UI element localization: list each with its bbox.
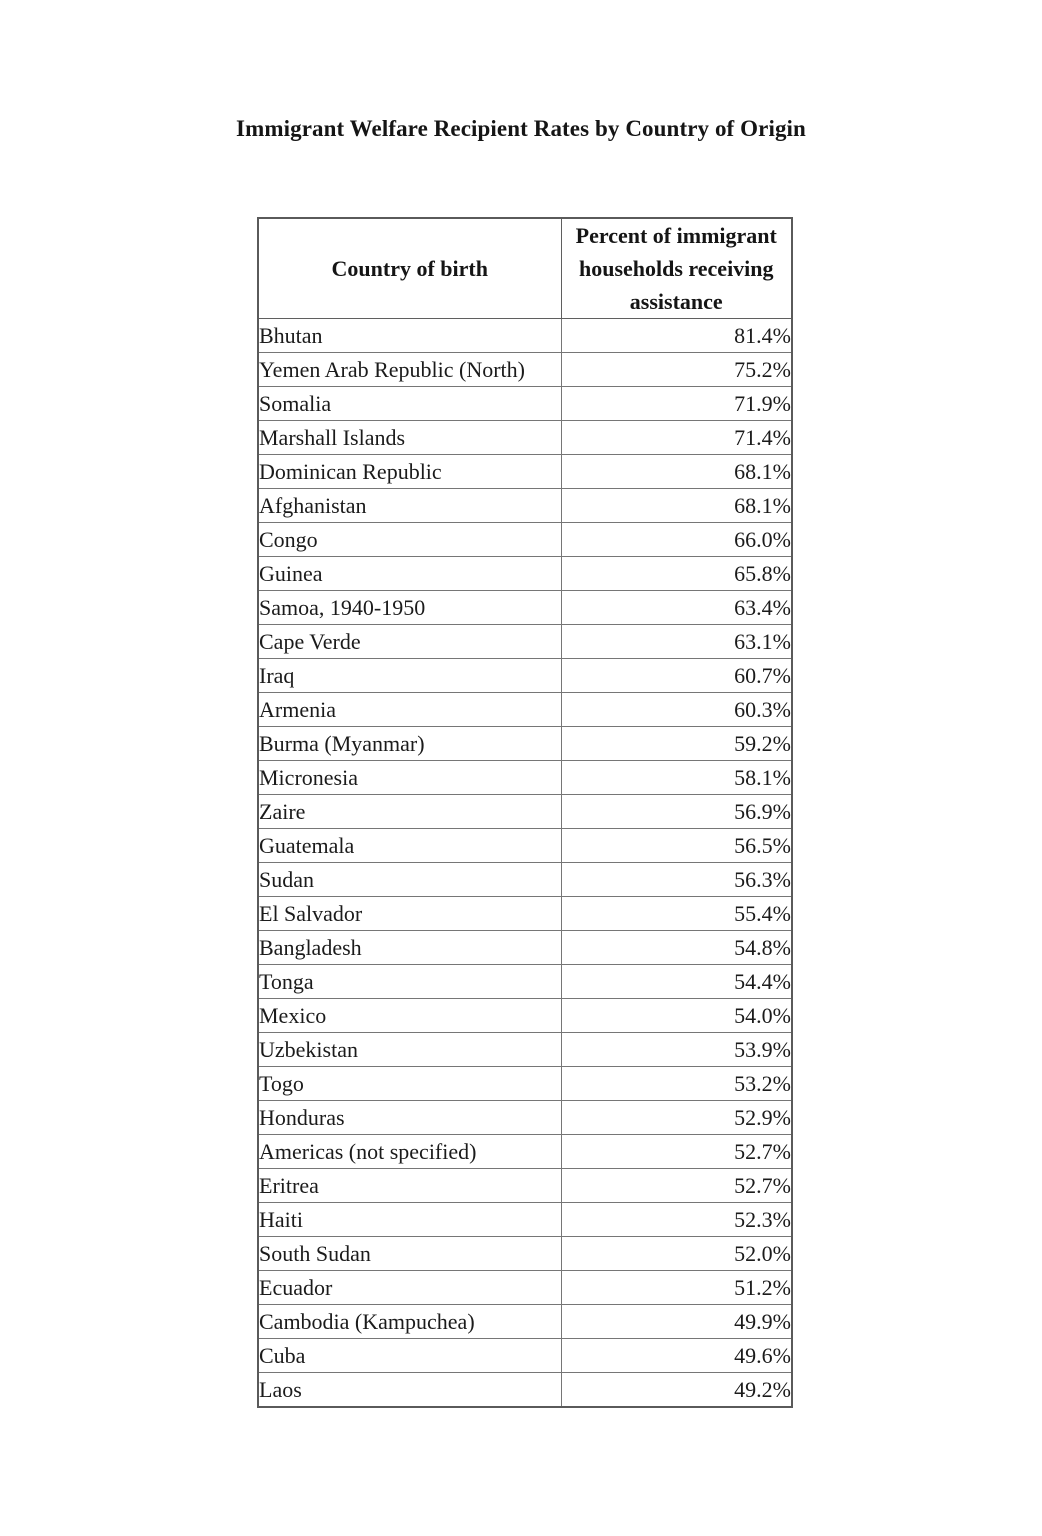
percent-cell: 71.9% bbox=[561, 387, 792, 421]
table-row bbox=[258, 353, 792, 387]
table-header-row bbox=[258, 218, 792, 319]
column-header-percent: Percent of immigrant households receiving assistance bbox=[561, 218, 792, 319]
table-row bbox=[258, 1271, 792, 1305]
table-row bbox=[258, 319, 792, 353]
table-row bbox=[258, 421, 792, 455]
table-row bbox=[258, 761, 792, 795]
table-row bbox=[258, 1169, 792, 1203]
country-cell: Iraq bbox=[258, 659, 561, 693]
table-row bbox=[258, 1305, 792, 1339]
table-row bbox=[258, 1067, 792, 1101]
percent-cell: 58.1% bbox=[561, 761, 792, 795]
table-row bbox=[258, 1373, 792, 1408]
country-cell: Zaire bbox=[258, 795, 561, 829]
country-cell: Cape Verde bbox=[258, 625, 561, 659]
percent-cell: 49.9% bbox=[561, 1305, 792, 1339]
country-cell: Americas (not specified) bbox=[258, 1135, 561, 1169]
country-cell: Micronesia bbox=[258, 761, 561, 795]
country-cell: Cambodia (Kampuchea) bbox=[258, 1305, 561, 1339]
country-cell: Togo bbox=[258, 1067, 561, 1101]
table-row bbox=[258, 625, 792, 659]
percent-cell: 71.4% bbox=[561, 421, 792, 455]
percent-cell: 49.2% bbox=[561, 1373, 792, 1408]
percent-cell: 63.4% bbox=[561, 591, 792, 625]
percent-cell: 56.3% bbox=[561, 863, 792, 897]
country-cell: Haiti bbox=[258, 1203, 561, 1237]
percent-cell: 59.2% bbox=[561, 727, 792, 761]
percent-cell: 52.3% bbox=[561, 1203, 792, 1237]
country-cell: Sudan bbox=[258, 863, 561, 897]
table-row bbox=[258, 795, 792, 829]
country-cell: El Salvador bbox=[258, 897, 561, 931]
country-cell: Cuba bbox=[258, 1339, 561, 1373]
table-row bbox=[258, 931, 792, 965]
country-cell: Bangladesh bbox=[258, 931, 561, 965]
table-row bbox=[258, 557, 792, 591]
country-cell: Burma (Myanmar) bbox=[258, 727, 561, 761]
country-cell: Honduras bbox=[258, 1101, 561, 1135]
country-cell: Yemen Arab Republic (North) bbox=[258, 353, 561, 387]
country-cell: Marshall Islands bbox=[258, 421, 561, 455]
table-row bbox=[258, 1135, 792, 1169]
country-cell: Congo bbox=[258, 523, 561, 557]
country-cell: Dominican Republic bbox=[258, 455, 561, 489]
percent-cell: 52.7% bbox=[561, 1169, 792, 1203]
country-cell: Tonga bbox=[258, 965, 561, 999]
table-row bbox=[258, 387, 792, 421]
table-row bbox=[258, 489, 792, 523]
percent-cell: 65.8% bbox=[561, 557, 792, 591]
country-cell: Armenia bbox=[258, 693, 561, 727]
table-row bbox=[258, 829, 792, 863]
percent-cell: 75.2% bbox=[561, 353, 792, 387]
percent-cell: 63.1% bbox=[561, 625, 792, 659]
percent-cell: 60.3% bbox=[561, 693, 792, 727]
country-cell: Ecuador bbox=[258, 1271, 561, 1305]
country-cell: Afghanistan bbox=[258, 489, 561, 523]
percent-cell: 54.8% bbox=[561, 931, 792, 965]
country-cell: Laos bbox=[258, 1373, 561, 1408]
table-row bbox=[258, 863, 792, 897]
column-header-country: Country of birth bbox=[258, 218, 561, 319]
table-row bbox=[258, 1101, 792, 1135]
table-row bbox=[258, 727, 792, 761]
percent-cell: 52.7% bbox=[561, 1135, 792, 1169]
table-row bbox=[258, 1339, 792, 1373]
table-row bbox=[258, 897, 792, 931]
table-row bbox=[258, 523, 792, 557]
welfare-rates-table bbox=[257, 217, 793, 1408]
table-row bbox=[258, 455, 792, 489]
percent-cell: 81.4% bbox=[561, 319, 792, 353]
percent-cell: 52.9% bbox=[561, 1101, 792, 1135]
table-row bbox=[258, 965, 792, 999]
percent-cell: 49.6% bbox=[561, 1339, 792, 1373]
country-cell: Guinea bbox=[258, 557, 561, 591]
table-row bbox=[258, 1033, 792, 1067]
percent-cell: 52.0% bbox=[561, 1237, 792, 1271]
percent-cell: 54.4% bbox=[561, 965, 792, 999]
table-row bbox=[258, 1237, 792, 1271]
percent-cell: 55.4% bbox=[561, 897, 792, 931]
country-cell: Somalia bbox=[258, 387, 561, 421]
page-title: Immigrant Welfare Recipient Rates by Country of Origin bbox=[236, 116, 806, 141]
country-cell: Eritrea bbox=[258, 1169, 561, 1203]
table-row bbox=[258, 591, 792, 625]
percent-cell: 60.7% bbox=[561, 659, 792, 693]
percent-cell: 56.5% bbox=[561, 829, 792, 863]
percent-cell: 53.9% bbox=[561, 1033, 792, 1067]
country-cell: Guatemala bbox=[258, 829, 561, 863]
percent-cell: 66.0% bbox=[561, 523, 792, 557]
table-row bbox=[258, 999, 792, 1033]
percent-cell: 51.2% bbox=[561, 1271, 792, 1305]
country-cell: Uzbekistan bbox=[258, 1033, 561, 1067]
table-row bbox=[258, 693, 792, 727]
country-cell: South Sudan bbox=[258, 1237, 561, 1271]
country-cell: Mexico bbox=[258, 999, 561, 1033]
table-row bbox=[258, 659, 792, 693]
percent-cell: 68.1% bbox=[561, 489, 792, 523]
percent-cell: 54.0% bbox=[561, 999, 792, 1033]
country-cell: Bhutan bbox=[258, 319, 561, 353]
percent-cell: 56.9% bbox=[561, 795, 792, 829]
percent-cell: 68.1% bbox=[561, 455, 792, 489]
table-row bbox=[258, 1203, 792, 1237]
percent-cell: 53.2% bbox=[561, 1067, 792, 1101]
country-cell: Samoa, 1940-1950 bbox=[258, 591, 561, 625]
